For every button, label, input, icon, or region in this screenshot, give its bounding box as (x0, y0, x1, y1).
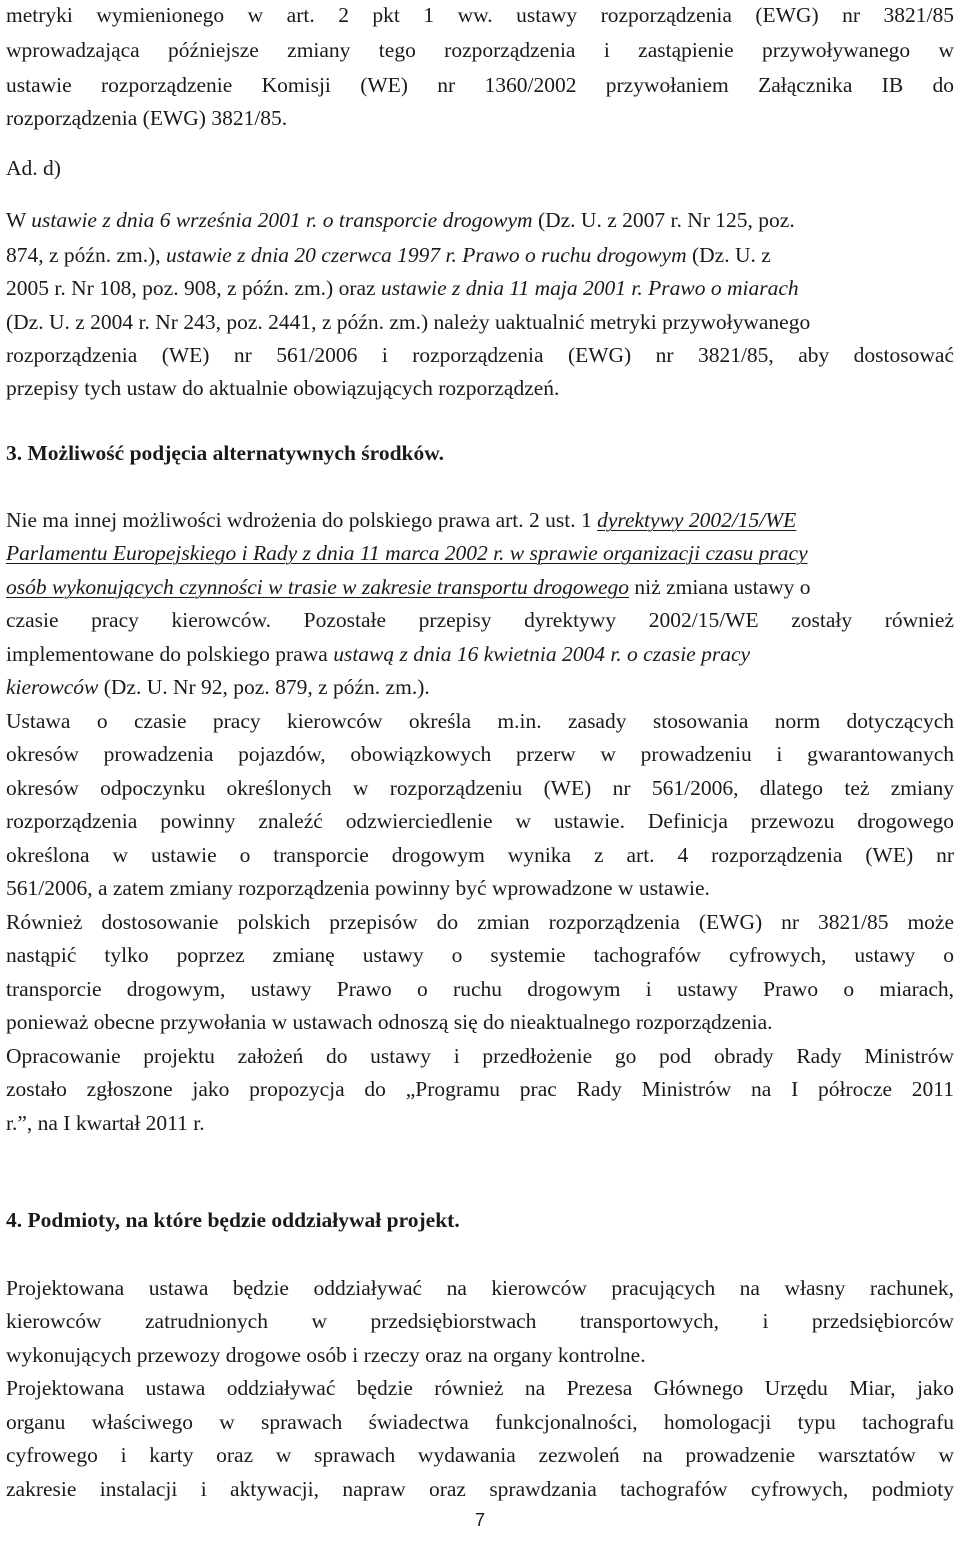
text-segment: czasie pracy kierowców. Pozostałe przepisy dyrektywy 2002/15/WE zostały również (6, 608, 954, 632)
text-line (6, 153, 954, 183)
text-segment: rozporządzenia (WE) nr 561/2006 i rozporządzenia (EWG) nr 3821/85, aby dostosować (6, 343, 954, 367)
text-segment: ustawie z dnia 11 maja 2001 r. Prawo o miarach (380, 276, 799, 300)
text-segment: zakresie instalacji i aktywacji, napraw oraz sprawdzania tachografów cyfrowych, podmioty (6, 1477, 954, 1501)
text-segment: Nie ma innej możliwości wdrożenia do polskiego prawa art. 2 ust. 1 (6, 508, 598, 532)
text-segment: okresów prowadzenia pojazdów, obowiązkowych przerw w prowadzeniu i gwarantowanych (6, 742, 954, 766)
text-segment: Ad. d) (6, 156, 61, 180)
text-line (6, 1306, 954, 1336)
text-line (6, 35, 954, 65)
text-line (6, 307, 954, 337)
text-segment: kierowców (6, 675, 99, 699)
text-segment: nastąpić tylko poprzez zmianę ustawy o systemie tachografów cyfrowych, ustawy o (6, 943, 954, 967)
text-line (6, 706, 954, 736)
text-line (6, 273, 954, 303)
text-segment: 561/2006, a zatem zmiany rozporządzenia powinny być wprowadzone w ustawie. (6, 876, 710, 900)
text-line (6, 806, 954, 836)
text-segment: metryki wymienionego w art. 2 pkt 1 ww. ustawy rozporządzenia (EWG) nr 3821/85 (6, 3, 954, 27)
text-segment: 3. Możliwość podjęcia alternatywnych środków. (6, 441, 444, 465)
text-line (6, 1074, 954, 1104)
text-line (6, 340, 954, 370)
text-segment: kierowców zatrudnionych w przedsiębiorstwach transportowych, i przedsiębiorców (6, 1309, 954, 1333)
text-segment: transporcie drogowym, ustawy Prawo o ruchu drogowym i ustawy Prawo o miarach, (6, 977, 954, 1001)
text-segment: implementowane do polskiego prawa (6, 642, 334, 666)
text-line (6, 70, 954, 100)
text-segment: okresów odpoczynku określonych w rozporządzeniu (WE) nr 561/2006, dlatego też zmiany (6, 776, 954, 800)
text-line (6, 672, 954, 702)
text-line (6, 1041, 954, 1071)
text-segment: Ustawa o czasie pracy kierowców określa m.in. zasady stosowania norm dotyczących (6, 709, 954, 733)
text-segment: (Dz. U. z 2004 r. Nr 243, poz. 2441, z późn. zm.) należy uaktualnić metryki przywoływanego (6, 310, 811, 334)
text-line (6, 1340, 954, 1370)
text-segment: 2005 r. Nr 108, poz. 908, z późn. zm.) oraz (6, 276, 381, 300)
text-line (6, 873, 954, 903)
text-segment: r.”, na I kwartał 2011 r. (6, 1111, 205, 1135)
text-segment: ustawą z dnia 16 kwietnia 2004 r. o czasie pracy (333, 642, 751, 666)
text-line (6, 1108, 954, 1138)
text-line (6, 907, 954, 937)
text-segment: wprowadzająca późniejsze zmiany tego rozporządzenia i zastąpienie przywoływanego w (6, 38, 954, 62)
text-segment: ponieważ obecne przywołania w ustawach odnoszą się do nieaktualnego rozporządzenia. (6, 1010, 773, 1034)
text-segment: 874, z późn. zm.), (6, 243, 167, 267)
text-segment: osób wykonujących czynności w trasie w zakresie transportu drogowego (6, 575, 630, 599)
text-segment: określona w ustawie o transporcie drogowym wynika z art. 4 rozporządzenia (WE) nr (6, 843, 954, 867)
text-segment: Opracowanie projektu założeń do ustawy i przedłożenie go pod obrady Rady Ministrów (6, 1044, 954, 1068)
text-segment: przepisy tych ustaw do aktualnie obowiązujących rozporządzeń. (6, 376, 560, 400)
text-line (6, 538, 954, 568)
text-line (6, 639, 954, 669)
text-segment: rozporządzenia powinny znaleźć odzwierciedlenie w ustawie. Definicja przewozu drogowego (6, 809, 954, 833)
text-line (6, 940, 954, 970)
page-number: 7 (474, 1510, 485, 1530)
section-heading (6, 438, 954, 468)
text-segment: Parlamentu Europejskiego i Rady z dnia 11 marca 2002 r. w sprawie organizacji czasu pracy (6, 541, 808, 565)
text-segment: ustawie rozporządzenie Komisji (WE) nr 1360/2002 przywołaniem Załącznika IB do (6, 73, 954, 97)
text-segment: Również dostosowanie polskich przepisów do zmian rozporządzenia (EWG) nr 3821/85 może (6, 910, 954, 934)
text-segment: organu właściwego w sprawach świadectwa funkcjonalności, homologacji typu tachografu (6, 1410, 954, 1434)
text-line (6, 840, 954, 870)
text-segment: (Dz. U. z 2007 r. Nr 125, poz. (532, 208, 795, 232)
text-line (6, 505, 954, 535)
text-line (6, 1373, 954, 1403)
text-line (6, 605, 954, 635)
text-line (6, 0, 954, 30)
text-line (6, 103, 954, 133)
text-segment: Projektowana ustawa oddziaływać będzie również na Prezesa Głównego Urzędu Miar, jako (6, 1376, 954, 1400)
text-segment: (Dz. U. Nr 92, poz. 879, z późn. zm.). (98, 675, 430, 699)
text-line (6, 1007, 954, 1037)
text-segment: wykonujących przewozy drogowe osób i rzeczy oraz na organy kontrolne. (6, 1343, 646, 1367)
text-segment: cyfrowego i karty oraz w sprawach wydawania zezwoleń na prowadzenie warsztatów w (6, 1443, 954, 1467)
text-segment: 4. Podmioty, na które będzie oddziaływał projekt. (6, 1208, 460, 1232)
text-line (6, 373, 954, 403)
text-segment: ustawie z dnia 20 czerwca 1997 r. Prawo o ruchu drogowym (166, 243, 687, 267)
text-line (6, 1474, 954, 1504)
text-segment: (Dz. U. z (686, 243, 771, 267)
text-segment: Projektowana ustawa będzie oddziaływać na kierowców pracujących na własny rachunek, (6, 1276, 954, 1300)
text-segment: W (6, 208, 32, 232)
text-line (6, 739, 954, 769)
text-line (6, 1440, 954, 1470)
text-line (6, 240, 954, 270)
text-segment: rozporządzenia (EWG) 3821/85. (6, 106, 288, 130)
section-heading (6, 1205, 954, 1235)
text-segment: dyrektywy 2002/15/WE (597, 508, 797, 532)
text-segment: niż zmiana ustawy o (629, 575, 811, 599)
text-line (6, 974, 954, 1004)
text-line (6, 1407, 954, 1437)
text-line (6, 1273, 954, 1303)
text-line (6, 773, 954, 803)
text-line (6, 205, 954, 235)
text-segment: ustawie z dnia 6 września 2001 r. o transporcie drogowym (31, 208, 533, 232)
text-segment: zostało zgłoszone jako propozycja do „Programu prac Rady Ministrów na I półrocze 2011 (6, 1077, 954, 1101)
text-line (6, 572, 954, 602)
